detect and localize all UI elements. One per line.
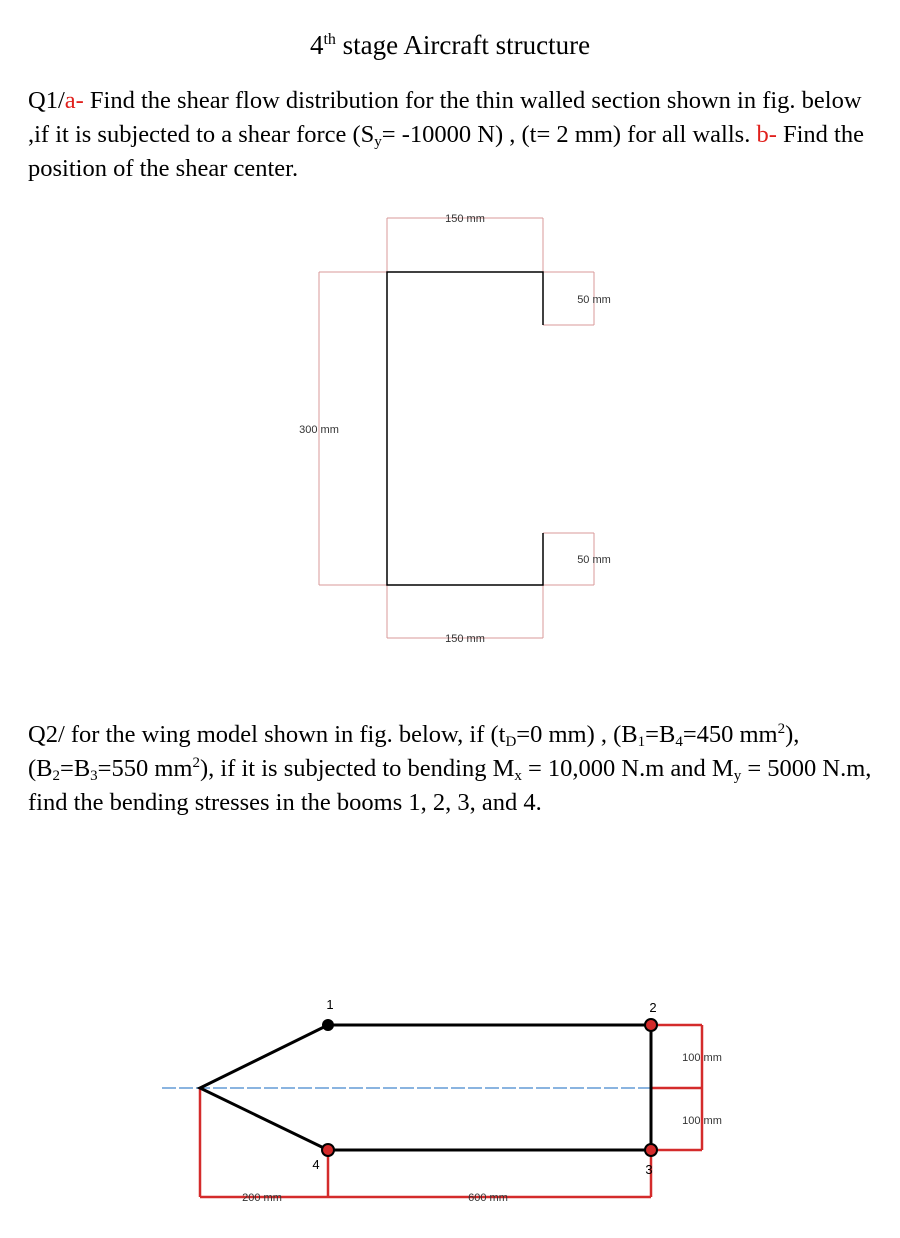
dim-box-length: 600 mm [468, 1192, 508, 1204]
boom-1 [322, 1019, 334, 1031]
dim-top-lip: 50 mm [577, 294, 611, 306]
dim-upper-depth: 100 mm [682, 1052, 722, 1064]
boom-label-1: 1 [326, 997, 334, 1012]
dim-top-flange: 150 mm [445, 213, 485, 225]
boom-3 [645, 1144, 657, 1156]
boom-label-3: 3 [645, 1162, 653, 1177]
boom-label-4: 4 [312, 1157, 320, 1172]
dim-lower-depth: 100 mm [682, 1115, 722, 1127]
question-2-text: Q2/ for the wing model shown in fig. below, if ($t_D=0$ mm) , ($B_1=B_4=450$ $mm^2),(B_2=B_3=550$ $mm^2$), if it is subjected to bending $M_x = 10,000$ N.m and $M_y = 5000$ N.m, find the bending stresses in the booms 1, 2, 3, and 4. [28, 720, 872, 816]
boom-2 [645, 1019, 657, 1031]
dim-nose-length: 200 mm [242, 1192, 282, 1204]
question-1-text: Q1/a- Find the shear flow distribution for the thin walled section shown in fig. below ,if it is subjected to a shear force ($S_y= -10000$ N) , (t= 2 mm) for all walls. b- Find the position of the shear center. [28, 87, 864, 182]
boom-4 [322, 1144, 334, 1156]
dim-bottom-lip: 50 mm [577, 554, 611, 566]
page-title: 4th stage Aircraft structure [309, 30, 591, 60]
boom-label-2: 2 [649, 1000, 657, 1015]
dim-web-height: 300 mm [299, 424, 339, 436]
dim-bottom-flange: 150 mm [445, 633, 485, 645]
